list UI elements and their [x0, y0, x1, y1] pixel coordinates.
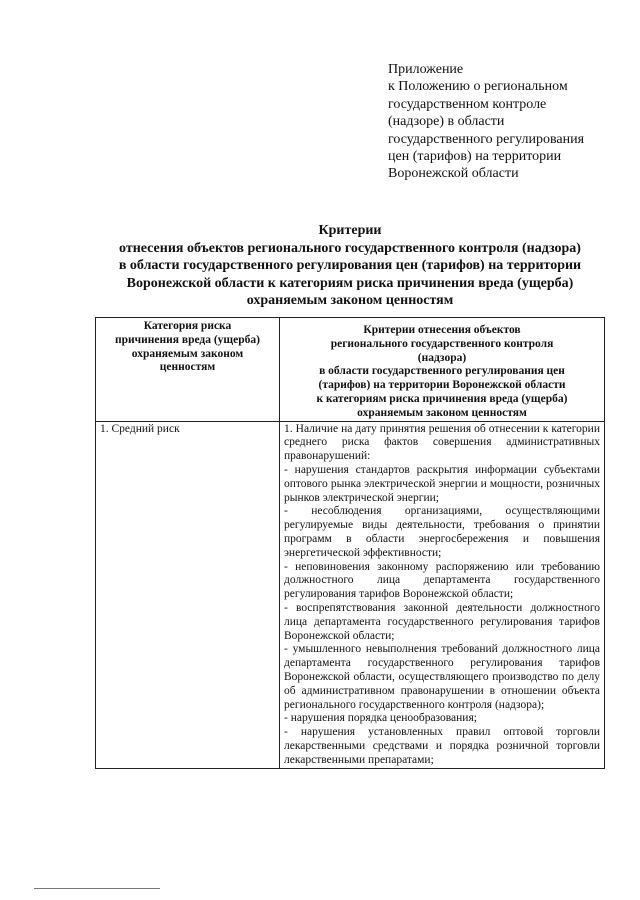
header-criteria-line: (тарифов) на территории Воронежской области: [318, 379, 566, 392]
header-criteria-line: Критерии отнесения объектов: [363, 324, 521, 336]
criteria-paragraph: - несоблюдения организациями, осуществляющими регулируемые виды деятельности, требования о принятии программ в области энергосбережения и повышения энергетической эффективности;: [284, 505, 600, 559]
appendix-line: цен (тарифов) на территории: [388, 149, 562, 165]
criteria-cell: [280, 421, 605, 768]
appendix-line: Приложение: [388, 62, 464, 77]
criteria-paragraph: - нарушения стандартов раскрытия информации субъектами оптового рынка электрической энергии и мощности, розничных рынков электрической энергии;: [284, 463, 600, 504]
appendix-line: к Положению о региональном: [388, 79, 568, 95]
criteria-paragraph: - нарушения установленных правил оптовой торговли лекарственными средствами и порядка розничной торговли лекарственными препаратами;: [284, 726, 600, 766]
document-title: [80, 222, 620, 310]
title-line: в области государственного регулирования цен (тарифов) на территории: [118, 258, 582, 274]
title-line: отнесения объектов регионального государственного контроля (надзора): [119, 240, 581, 256]
risk-category: 1. Средний риск: [100, 422, 180, 435]
header-criteria-line: регионального государственного контроля: [330, 337, 554, 350]
header-criteria-line: к категориям риска причинения вреда (ущерба): [316, 392, 568, 405]
header-criteria: [280, 318, 605, 422]
criteria-paragraph: - неповиновения законному распоряжению или требованию должностного лица департамента государственного регулирования тарифов Воронежской области;: [284, 560, 600, 601]
appendix-line: государственного регулирования: [388, 131, 585, 147]
criteria-paragraph: - нарушения порядка ценообразования;: [284, 712, 477, 725]
header-criteria-line: охраняемым законом ценностям: [357, 406, 527, 419]
criteria-paragraph: - умышленного невыполнения требований должностного лица департамента государственного регулирования тарифов Воронежской области, осуществляющего производство по делу об административном правонарушении в отношении объекта регионального государственного контроля (надзора);: [284, 643, 600, 711]
table-row: [96, 421, 605, 768]
title-line: Воронежской области к категориям риска причинения вреда (ущерба): [126, 275, 574, 291]
appendix-line: Воронежской области: [388, 166, 519, 182]
header-category-line: охраняемым законом: [131, 347, 244, 360]
appendix-line: (надзоре) в области: [388, 114, 505, 130]
header-category-line: ценностям: [159, 361, 216, 374]
header-category: [96, 318, 280, 422]
title-line: охраняемым законом ценностям: [246, 293, 454, 309]
criteria-paragraph: - воспрепятствования законной деятельности должностного лица департамента государственного регулирования тарифов Воронежской области;: [284, 601, 600, 642]
appendix-line: государственном контроле: [388, 96, 547, 112]
criteria-table: [95, 317, 605, 769]
title-line: Критерии: [318, 223, 382, 238]
appendix-block: [388, 61, 628, 183]
page-bottom-rule: [34, 888, 160, 889]
category-cell: [96, 421, 280, 768]
header-category-line: Категория риска: [143, 320, 232, 332]
table-header-row: [96, 318, 605, 422]
criteria-paragraph: 1. Наличие на дату принятия решения об отнесении к категории среднего риска фактов совершения административных правонарушений:: [284, 422, 600, 463]
header-category-line: причинения вреда (ущерба): [115, 333, 260, 346]
header-criteria-line: (надзора): [417, 351, 467, 364]
header-criteria-line: в области государственного регулирования цен: [319, 365, 565, 378]
